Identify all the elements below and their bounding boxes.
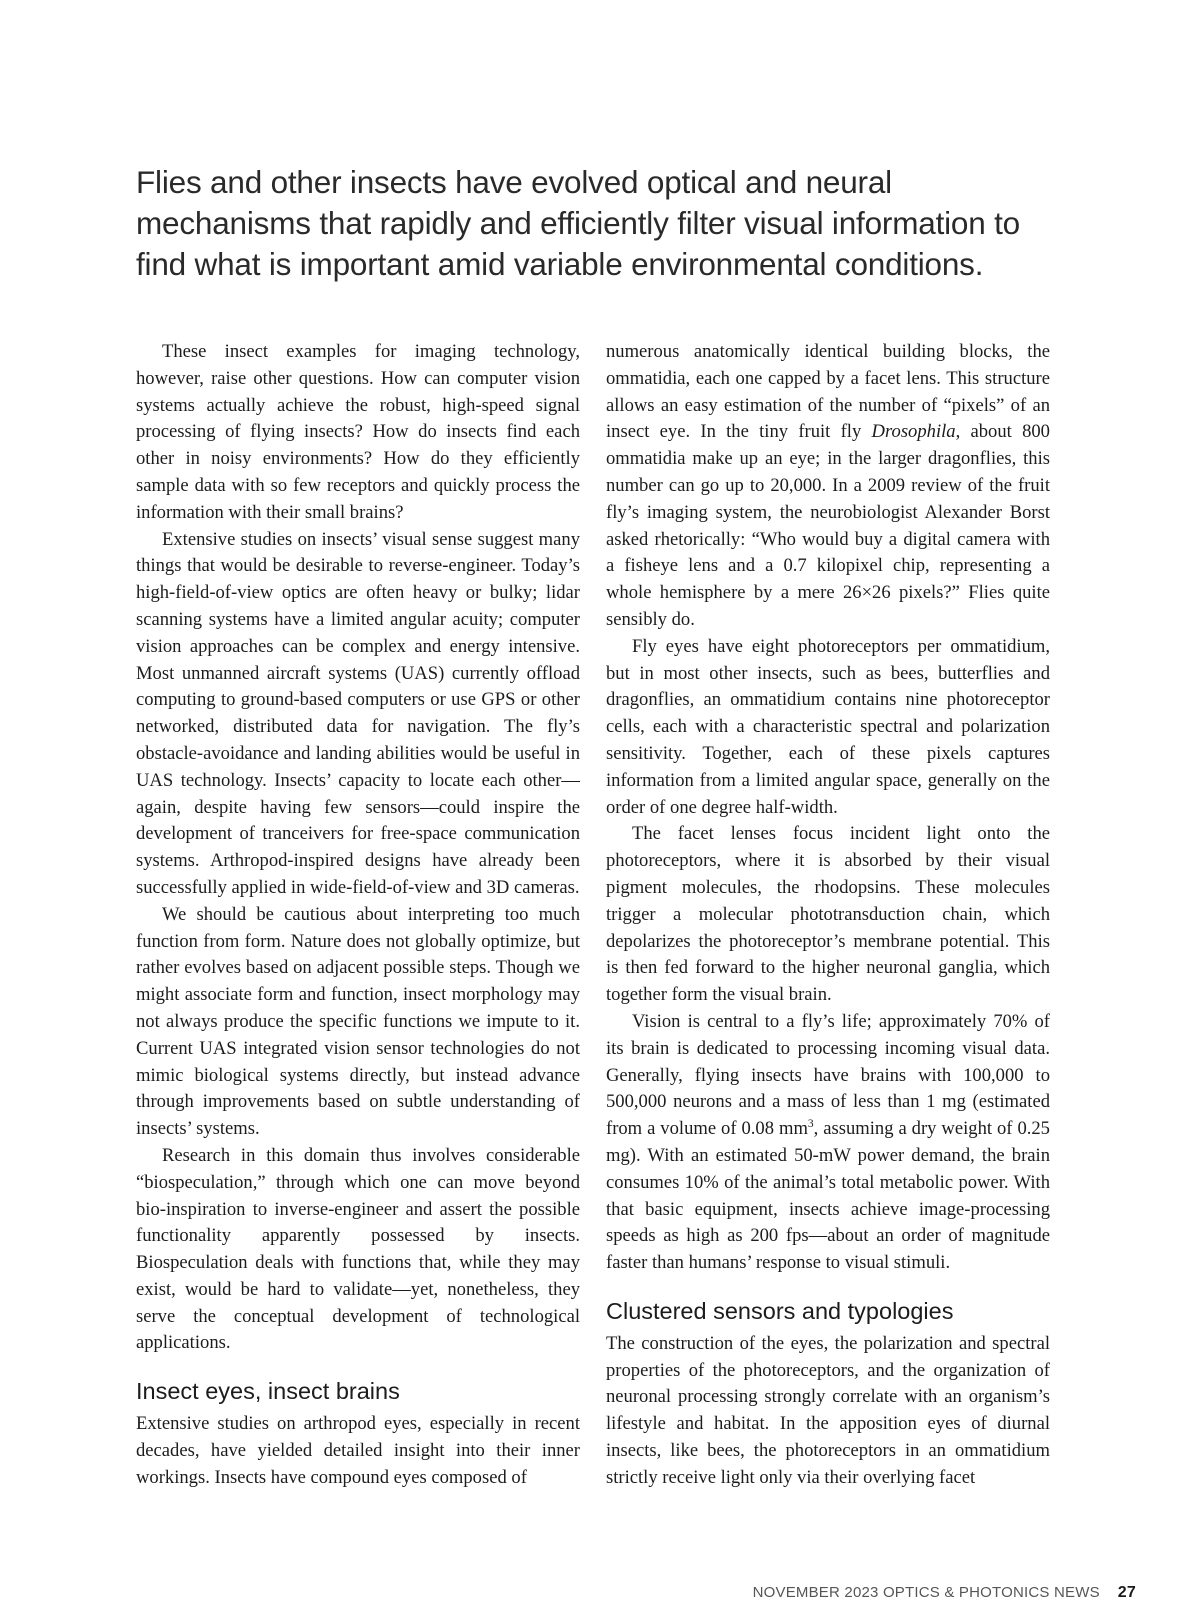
- right-column: [606, 339, 1050, 1492]
- pull-quote: Flies and other insects have evolved optical and neural mechanisms that rapidly and efficiently filter visual information to find what is important amid variable environmental conditions.: [136, 164, 1020, 282]
- text-run: , assuming a dry weight of 0.25 mg). With an estimated 50-mW power demand, the brain consumes 10% of the animal’s total metabolic power. With that basic equipment, insects achieve image-processing speeds as high as 200 fps—about an order of magnitude faster than humans’ response to visual stimuli.: [606, 1118, 1050, 1274]
- section-heading-clustered-sensors: Clustered sensors and typologies: [606, 1297, 954, 1324]
- text-run: numerous anatomically identical building blocks, the ommatidia, each one capped by a facet lens. This structure allows an easy estimation of the number of “pixels” of an insect eye. In the tiny fruit fly: [606, 341, 1050, 443]
- paragraph: Extensive studies on arthropod eyes, especially in recent decades, have yielded detailed insight into their inner workings. Insects have compound eyes composed of: [136, 1413, 580, 1488]
- paragraph: The facet lenses focus incident light onto the photoreceptors, where it is absorbed by their visual pigment molecules, the rhodopsins. These molecules trigger a molecular phototransduction chain, which depolarizes the photoreceptor’s membrane potential. This is then fed forward to the higher neuronal ganglia, which together form the visual brain.: [606, 823, 1050, 1006]
- paragraph: Research in this domain thus involves considerable “biospeculation,” through which one can move beyond bio-inspiration to inverse-engineer and assert the possible functionality apparently possessed by insects. Biospeculation deals with functions that, while they may exist, would be hard to validate—yet, nonetheless, they serve the conceptual development of technological applications.: [136, 1144, 580, 1354]
- paragraph: [606, 1009, 1050, 1277]
- section-heading-insect-eyes: Insect eyes, insect brains: [136, 1378, 400, 1405]
- paragraph: Extensive studies on insects’ visual sense suggest many things that would be desirable to reverse-engineer. Today’s high-field-of-view optics are often heavy or bulky; lidar scanning systems have a limited angular acuity; computer vision approaches can be complex and energy intensive. Most unmanned aircraft systems (UAS) currently offload computing to ground-based computers or use GPS or other networked, distributed data for navigation. The fly’s obstacle-avoidance and landing abilities would be useful in UAS technology. Insects’ capacity to locate each other—again, despite having few sensors—could inspire the development of tranceivers for free-space communication systems. Arthropod-inspired designs have already been successfully applied in wide-field-of-view and 3D cameras.: [136, 528, 580, 898]
- left-column: [136, 339, 580, 1492]
- issue-label: NOVEMBER 2023 OPTICS & PHOTONICS NEWS: [752, 1584, 1100, 1601]
- paragraph: [606, 339, 1050, 634]
- paragraph: Fly eyes have eight photoreceptors per ommatidium, but in most other insects, such as bees, butterflies and dragonflies, an ommatidium contains nine photoreceptor cells, each with a characteristic spectral and polarization sensitivity. Together, each of these pixels captures information from a limited angular space, generally on the order of one degree half-width.: [606, 635, 1050, 818]
- page-footer: [753, 1584, 1136, 1602]
- paragraph: These insect examples for imaging technology, however, raise other questions. How can computer vision systems actually achieve the robust, high-speed signal processing of flying insects? How do insects find each other in noisy environments? How do they efficiently sample data with so few receptors and quickly process the information with their small brains?: [136, 341, 580, 523]
- page-number: 27: [1117, 1584, 1136, 1601]
- superscript: 3: [807, 1117, 814, 1130]
- text-run: , about 800 ommatidia make up an eye; in the larger dragonflies, this number can go up to 20,000. In a 2009 review of the fruit fly’s imaging system, the neurobiologist Alexander Borst asked rhetorically: “Who would buy a digital camera with a fisheye lens and a 0.7 kilopixel chip, representing a whole hemisphere by a mere 26×26 pixels?” Flies quite sensibly do.: [606, 421, 1050, 630]
- paragraph: We should be cautious about interpreting too much function from form. Nature does not globally optimize, but rather evolves based on adjacent possible steps. Though we might associate form and function, insect morphology may not always produce the specific functions we impute to it. Current UAS integrated vision sensor technologies do not mimic biological systems directly, but instead advance through improvements based on subtle understanding of insects’ systems.: [136, 903, 580, 1140]
- text-run: Vision is central to a fly’s life; approximately 70% of its brain is dedicated to processing incoming visual data. Generally, flying insects have brains with 100,000 to 500,000 neurons and a mass of less than 1 mg (estimated from a volume of 0.08 mm: [606, 1010, 1050, 1140]
- paragraph: The construction of the eyes, the polarization and spectral properties of the photoreceptors, and the organization of neuronal processing strongly correlate with an organism’s lifestyle and habitat. In the apposition eyes of diurnal insects, like bees, the photoreceptors in an ommatidium strictly receive light only via their overlying facet: [606, 1332, 1050, 1488]
- species-name: Drosophila: [871, 421, 956, 443]
